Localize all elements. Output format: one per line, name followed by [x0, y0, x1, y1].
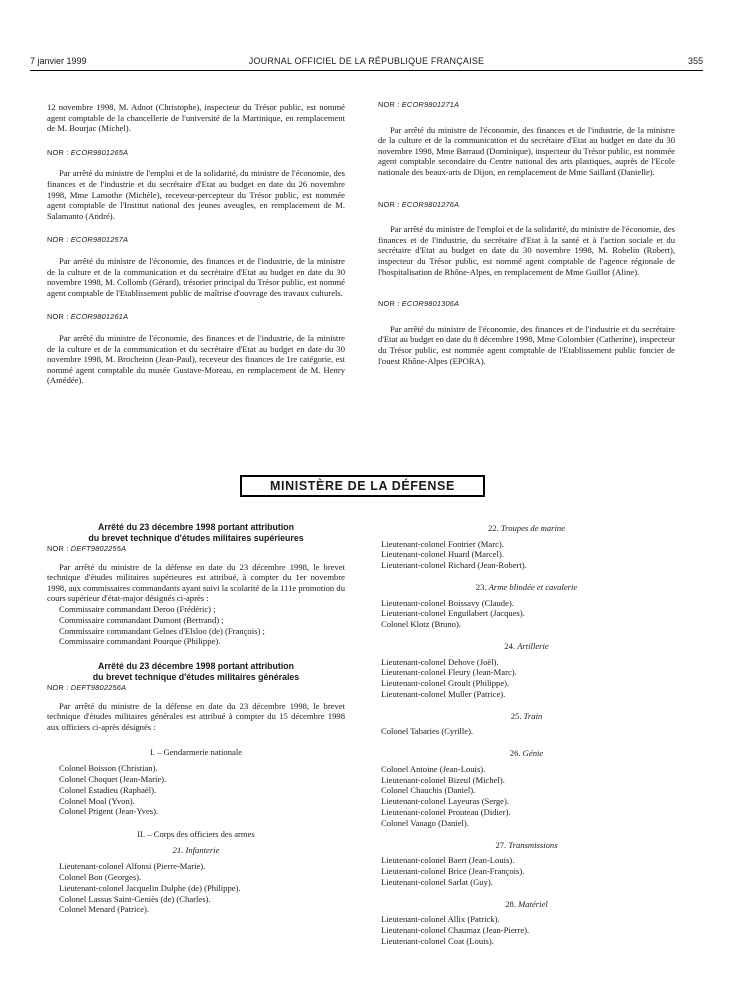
list-item: Lieutenant-colonel Prouteau (Didier).: [381, 806, 511, 817]
name-list: [378, 726, 675, 737]
nor-reference: NOR : DEFT9802255A: [47, 544, 127, 553]
list-item: Colonel Lassus Saint-Geniès (de) (Charles).: [59, 893, 211, 904]
nor-reference: NOR : ECOR9801306A: [378, 299, 460, 309]
header-rule: [30, 70, 703, 71]
subsection-title: 25. Train: [510, 710, 543, 721]
list-item: Lieutenant-colonel Alfonsi (Pierre-Marie).: [59, 861, 206, 872]
list-item: Colonel Vanago (Daniel).: [381, 817, 469, 828]
list-item: Lieutenant-colonel Bizeul (Michel).: [381, 774, 505, 785]
subsection-title: 27. Transmissions: [495, 839, 558, 850]
list-item: Commissaire commandant Pourque (Philippe).: [59, 636, 221, 647]
list-item: Lieutenant-colonel Baert (Jean-Louis).: [381, 855, 515, 866]
page-header: [30, 56, 703, 68]
list-item: Lieutenant-colonel Layeuras (Serge).: [381, 796, 509, 807]
list-item: Lieutenant-colonel Fleury (Jean-Marc).: [381, 667, 517, 678]
nor-reference: NOR : ECOR9801257A: [47, 235, 129, 245]
bottom-left-column: [47, 522, 345, 915]
ministry-heading: MINISTÈRE DE LA DÉFENSE: [240, 475, 485, 497]
subsection-title: 21. Infanterie: [172, 844, 220, 855]
name-list: [378, 764, 675, 829]
subsection-title: 22. Troupes de marine: [487, 523, 566, 533]
list-item: Commissaire commandant Dumont (Bertrand) ;: [59, 614, 224, 625]
subsection-title: 28. Matériel: [505, 898, 548, 909]
list-item: Lieutenant-colonel Chaumaz (Jean-Pierre).: [381, 924, 530, 935]
arrete-title: Arrêté du 23 décembre 1998 portant attribution du brevet technique d'études militaires générales: [92, 661, 300, 682]
list-item: Colonel Antoine (Jean-Louis).: [381, 763, 486, 774]
list-item: Lieutenant-colonel Sarlat (Guy).: [381, 876, 493, 887]
bottom-right-column: [378, 523, 675, 946]
list-item: Colonel Moal (Yvon).: [59, 795, 135, 806]
list-item: Colonel Klotz (Bruno).: [381, 619, 461, 630]
list-item: Lieutenant-colonel Fontrier (Marc).: [381, 538, 504, 549]
list-item: Lieutenant-colonel Jacquelin Dulphe (de) (Philippe).: [59, 882, 241, 893]
list-item: Colonel Menard (Patrice).: [59, 904, 149, 915]
list-item: Colonel Choquet (Jean-Marie).: [59, 773, 167, 784]
arrete-title: Arrêté du 23 décembre 1998 portant attribution du brevet technique d'études militaires supérieures: [88, 522, 304, 543]
name-list: [47, 861, 345, 915]
top-left-column: [47, 102, 345, 386]
name-list: [378, 855, 675, 887]
paragraph: 12 novembre 1998, M. Adnot (Christophe), inspecteur du Trésor public, est nommé agent comptable de la chancellerie de l'université de la Martinique, en remplacement de M. Bourjac (Michel).: [47, 102, 345, 134]
name-list: [378, 539, 675, 571]
name-list: [378, 598, 675, 630]
section-title: I. – Gendarmerie nationale: [149, 746, 243, 757]
paragraph: Par arrêté du ministre de la défense en date du 23 décembre 1998, le brevet technique d'études militaires supérieures est attribué, à compter du 1er novembre 1998, aux commissaires commandants ayant suivi la scolarité de la 111e promotion du cours supérieur d'état-major désignés ci-après :: [47, 561, 345, 604]
list-item: Lieutenant-colonel Muller (Patrice).: [381, 688, 506, 699]
list-item: Lieutenant-colonel Huard (Marcel).: [381, 549, 504, 560]
name-list: [378, 914, 675, 946]
paragraph: Par arrêté du ministre de l'économie, des finances et de l'industrie, de la ministre de la culture et de la communication et du secrétaire d'Etat au budget en date du 30 novembre 1998, M. Brocheton (Jean-Paul), receveur des finances de 1re catégorie, est nommé agent comptable du musée Gustave-Moreau, en remplacement de M. Henry (Amédée).: [47, 332, 345, 386]
name-list: [47, 604, 345, 647]
subsection-title: 23. Arme blindée et cavalerie: [475, 581, 578, 592]
list-item: Lieutenant-colonel Coat (Louis).: [381, 935, 494, 946]
list-item: Colonel Estadieu (Raphaël).: [59, 784, 157, 795]
paragraph: Par arrêté du ministre de l'emploi et de la solidarité, du ministre de l'économie, des finances et de l'industrie et du secrétaire d'Etat au budget en date du 26 novembre 1998, Mme Lamothe (Michèle), receveur-percepteur du Trésor public, est nommée agent comptable de l'Institut national des jeunes aveugles, en remplacement de M. Salamanto (André).: [47, 168, 345, 221]
nor-reference: NOR : ECOR9801261A: [47, 312, 129, 322]
nor-reference: NOR : DEFT9802256A: [47, 683, 127, 693]
section-title: II. – Corps des officiers des armes: [137, 829, 255, 840]
nor-reference: NOR : ECOR9801271A: [378, 100, 460, 109]
page-number: 355: [687, 56, 703, 66]
list-item: Colonel Prigent (Jean-Yves).: [59, 806, 159, 817]
list-item: Colonel Bon (Georges).: [59, 872, 142, 883]
nor-reference: NOR : ECOR9801265A: [47, 147, 129, 157]
paragraph: Par arrêté du ministre de l'économie, des finances et de l'industrie et du secrétaire d'Etat au budget en date du 8 décembre 1998, Mme Colombier (Catherine), inspecteur du Trésor public, est nommée agent comptable de l'Etablissement public foncier de l'ouest Rhône-Alpes (EPORA).: [378, 323, 675, 366]
list-item: Lieutenant-colonel Brice (Jean-François).: [381, 865, 525, 876]
paragraph: Par arrêté du ministre de l'emploi et de la solidarité, du ministre de l'économie, des finances et de l'industrie, du secrétaire d'Etat à la santé et à l'action sociale et du secrétaire d'Etat au budget en date du 30 novembre 1998, M. Robelin (Robert), inspecteur du Trésor public, est nommé agent comptable de l'agence régionale de l'hospitalisation de Rhône-Alpes, en remplacement de Mme Guillot (Aline).: [378, 224, 675, 277]
list-item: Colonel Chauchis (Daniel).: [381, 785, 476, 796]
list-item: Commissaire commandant Deroo (Frédéric) ;: [59, 603, 216, 614]
list-item: Commissaire commandant Geloes d'Elsloo (de) (François) ;: [59, 625, 265, 636]
name-list: [378, 657, 675, 700]
issue-date: 7 janvier 1999: [30, 56, 87, 66]
list-item: Lieutenant-colonel Boissavy (Claude).: [381, 597, 514, 608]
paragraph: Par arrêté du ministre de l'économie, des finances et de l'industrie, de la ministre de la culture et de la communication et du secrétaire d'Etat au budget en date du 30 novembre 1998, Mme Barraud (Dominique), inspecteur du Trésor public, est nommée agent comptable secondaire du Centre national des arts plastiques, auprès de l'Ecole nationale des beaux-arts de Dijon, en remplacement de Mme Saillard (Danielle).: [378, 124, 675, 177]
name-list: [47, 763, 345, 817]
list-item: Lieutenant-colonel Allix (Patrick).: [381, 914, 500, 925]
top-right-column: [378, 100, 675, 366]
list-item: Lieutenant-colonel Richard (Jean-Robert).: [381, 560, 527, 571]
journal-title: JOURNAL OFFICIEL DE LA RÉPUBLIQUE FRANÇAISE: [248, 56, 485, 66]
subsection-title: 26. Génie: [509, 748, 544, 759]
subsection-title: 24. Artillerie: [504, 640, 549, 651]
list-item: Lieutenant-colonel Enguilabert (Jacques).: [381, 608, 525, 619]
list-item: Colonel Boisson (Christian).: [59, 763, 158, 774]
list-item: Lieutenant-colonel Groult (Philippe).: [381, 678, 510, 689]
paragraph: Par arrêté du ministre de l'économie, des finances et de l'industrie, de la ministre de la culture et de la communication et du secrétaire d'Etat au budget en date du 30 novembre 1998, M. Collomb (Gérard), trésorier principal du Trésor public, est nommé agent comptable de l'Etablissement public de maîtrise d'ouvrage des travaux culturels.: [47, 255, 345, 298]
list-item: Lieutenant-colonel Dehove (Joël).: [381, 656, 499, 667]
list-item: Colonel Tabaries (Cyrille).: [381, 726, 474, 737]
nor-reference: NOR : ECOR9801276A: [378, 199, 460, 209]
paragraph: Par arrêté du ministre de la défense en date du 23 décembre 1998, le brevet technique d'études militaires générales est attribué à compter du 15 décembre 1998 aux officiers ci-après désignés :: [47, 700, 345, 732]
